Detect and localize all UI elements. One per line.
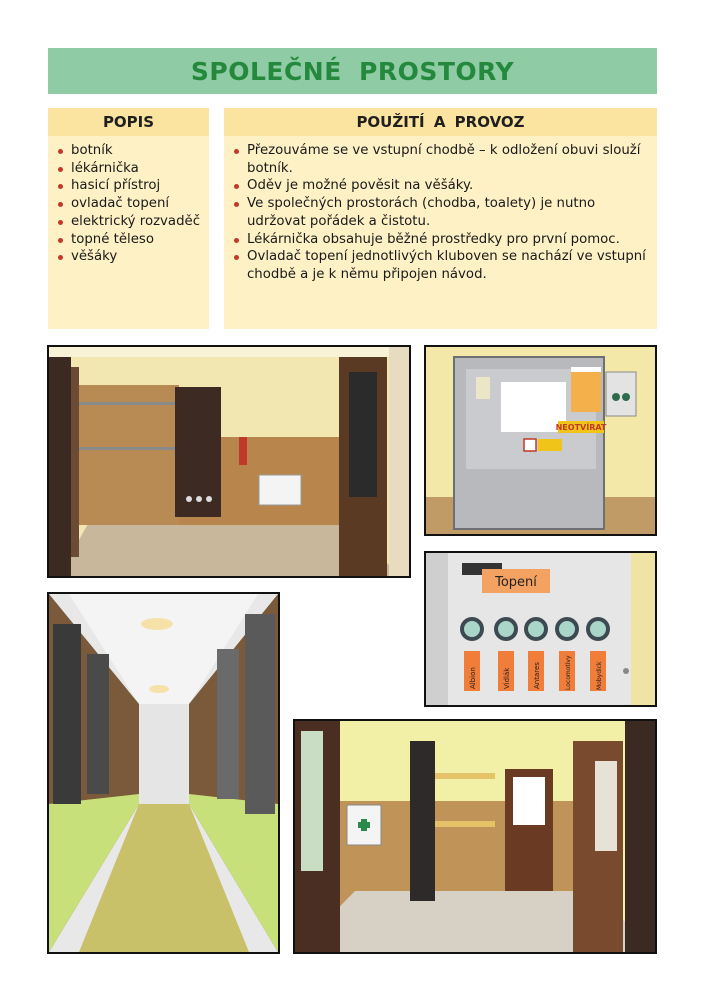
hallway-photo: [47, 345, 411, 578]
entrance-photo: [293, 719, 657, 954]
popis-panel: [48, 108, 209, 329]
heating-controller-illustration: [426, 553, 655, 705]
tag-albion: Albion: [469, 667, 477, 689]
tag-antares: Antares: [533, 662, 541, 689]
list-item: ovladač topení: [58, 195, 209, 213]
popis-heading: POPIS: [48, 108, 209, 136]
provoz-list: [224, 136, 657, 284]
list-item: lékárnička: [58, 160, 209, 178]
list-item: elektrický rozvaděč: [58, 213, 209, 231]
list-item: Přezouváme se ve vstupní chodbě – k odložení obuvi slouží botník.: [234, 142, 649, 177]
list-item: Oděv je možné pověsit na věšáky.: [234, 177, 649, 195]
page-title: SPOLEČNÉ PROSTORY: [190, 56, 515, 86]
provoz-panel: [224, 108, 657, 329]
tag-mobydick: Mobydick: [596, 661, 603, 690]
tag-vidlak: Vidlák: [503, 667, 511, 689]
list-item: Ve společných prostorách (chodba, toalety) je nutno udržovat pořádek a čistotu.: [234, 195, 649, 230]
tag-locomotivy: Locomotivy: [565, 655, 572, 690]
provoz-heading: POUŽITÍ A PROVOZ: [224, 108, 657, 136]
corridor-illustration: [49, 594, 278, 952]
list-item: věšáky: [58, 248, 209, 266]
hallway-illustration: [49, 347, 409, 576]
list-item: botník: [58, 142, 209, 160]
topeni-label: Topení: [495, 575, 537, 590]
list-item: Lékárnička obsahuje běžné prostředky pro první pomoc.: [234, 231, 649, 249]
corridor-photo: [47, 592, 280, 954]
distribution-box-photo: [424, 345, 657, 536]
list-item: Ovladač topení jednotlivých kluboven se nachází ve vstupní chodbě a je k němu připojen návod.: [234, 248, 649, 283]
neotvirat-sign: NEOTVÍRAT: [555, 423, 607, 432]
popis-list: [48, 136, 209, 266]
list-item: topné těleso: [58, 231, 209, 249]
entrance-illustration: [295, 721, 655, 952]
title-bar: [48, 48, 657, 94]
heating-controller-photo: [424, 551, 657, 707]
distribution-box-illustration: [426, 347, 655, 534]
list-item: hasicí přístroj: [58, 177, 209, 195]
